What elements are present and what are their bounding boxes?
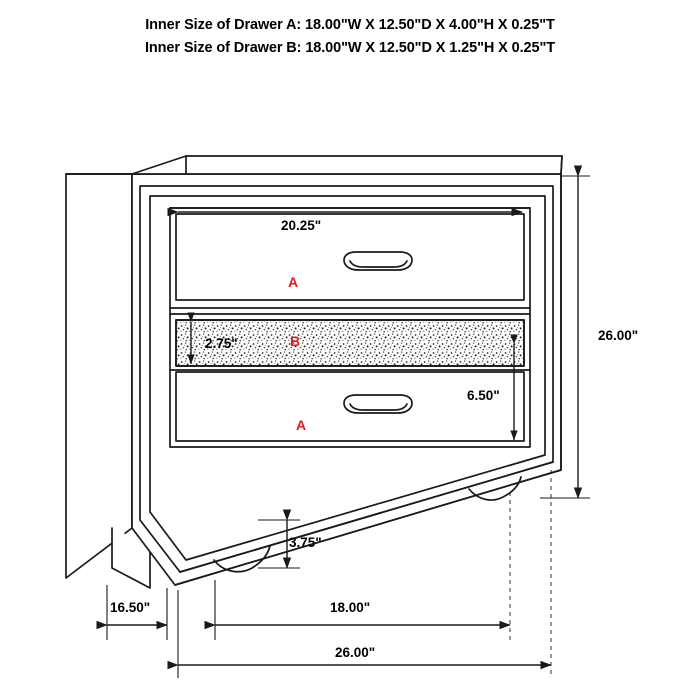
dim-inner-width: 18.00"	[330, 600, 371, 615]
header-line-drawer-a: Inner Size of Drawer A: 18.00"W X 12.50"D X 4.00"H X 0.25"T	[145, 17, 555, 33]
dim-overall-width: 26.00"	[335, 645, 376, 660]
dim-top-width: 20.25"	[281, 218, 322, 233]
header-line-drawer-b: Inner Size of Drawer B: 18.00"W X 12.50"D X 1.25"H X 0.25"T	[144, 40, 556, 56]
dim-overall-height: 26.00"	[598, 328, 639, 343]
dim-leg-height: 3.75"	[289, 535, 322, 550]
label-drawer-a-bottom: A	[296, 417, 307, 433]
dim-side-depth: 16.50"	[110, 600, 151, 615]
label-drawer-b: B	[290, 333, 301, 349]
dim-lower-drawer-height: 6.50"	[467, 388, 500, 403]
label-drawer-a-top: A	[288, 274, 299, 290]
dim-drawer-b-height: 2.75"	[205, 336, 238, 351]
